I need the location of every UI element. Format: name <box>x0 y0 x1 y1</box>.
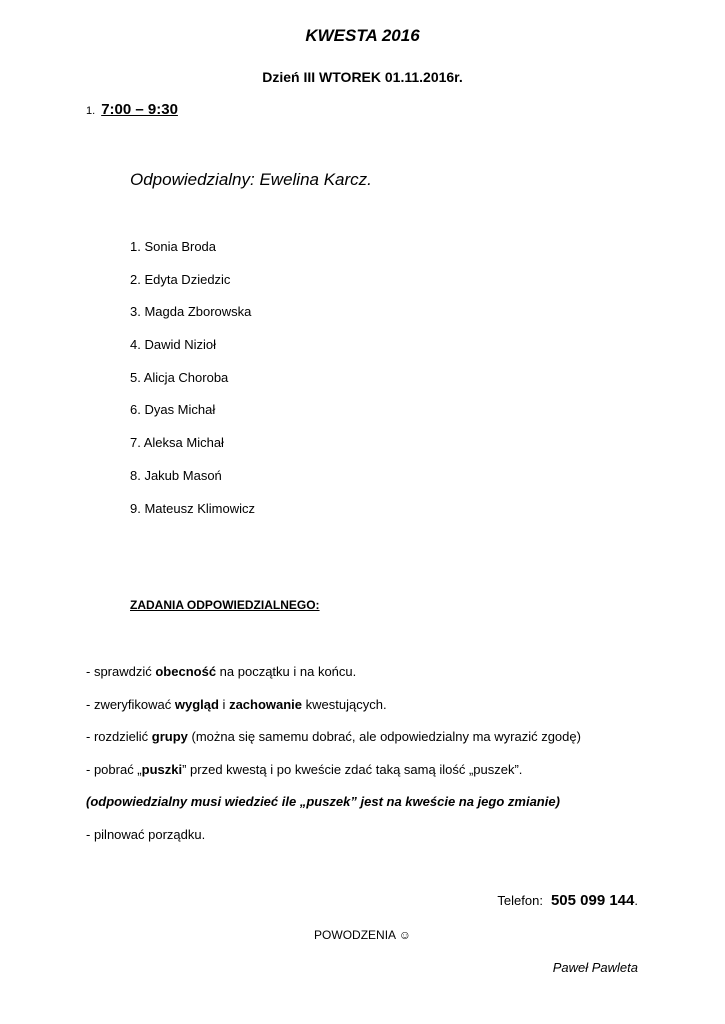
task-item: - pilnować porządku. <box>86 826 206 842</box>
task-text: - pobrać „ <box>86 761 142 777</box>
list-item: 8. Jakub Masoń <box>130 467 222 483</box>
task-keyword: zachowanie <box>229 696 303 712</box>
farewell-text: POWODZENIA ☺ <box>314 928 411 942</box>
task-item <box>86 760 581 793</box>
list-item: 5. Alicja Choroba <box>130 369 229 385</box>
members-list <box>130 237 255 531</box>
list-item: 4. Dawid Nizioł <box>130 337 216 353</box>
time-slot-number: 1. <box>86 105 96 117</box>
tasks-list <box>86 662 581 857</box>
phone-trail: . <box>634 893 638 908</box>
list-item: 2. Edyta Dziedzic <box>130 271 231 287</box>
list-item: 3. Magda Zborowska <box>130 304 252 320</box>
task-keyword: wygląd <box>174 696 219 712</box>
time-slot <box>86 101 178 119</box>
task-text: - zweryfikować <box>86 696 175 712</box>
task-text: kwestujących. <box>302 696 387 712</box>
task-keyword: obecność <box>155 664 217 679</box>
phone-number: 505 099 144 <box>550 892 635 909</box>
task-text: i <box>218 696 230 712</box>
task-item <box>86 727 581 760</box>
responsible-person: Odpowiedzialny: Ewelina Karcz. <box>130 170 372 189</box>
task-text: na początku i na końcu. <box>216 664 357 679</box>
document-subtitle: Dzień III WTOREK 01.11.2016r. <box>262 69 463 85</box>
signature: Paweł Pawleta <box>552 960 638 975</box>
task-note: (odpowiedzialny musi wiedzieć ile „puszek” jest na kweście na jego zmianie) <box>86 794 560 809</box>
list-item: 9. Mateusz Klimowicz <box>130 500 255 516</box>
list-item: 7. Aleksa Michał <box>130 435 224 451</box>
task-text: - rozdzielić <box>86 729 152 744</box>
time-slot-range: 7:00 – 9:30 <box>101 101 178 118</box>
task-keyword: puszki <box>141 761 183 777</box>
task-text: - sprawdzić <box>86 664 156 679</box>
list-item: 6. Dyas Michał <box>130 402 216 418</box>
tasks-heading: ZADANIA ODPOWIEDZIALNEGO: <box>130 598 320 612</box>
contact-phone <box>497 892 638 909</box>
phone-label: Telefon: <box>497 893 543 908</box>
task-item <box>86 695 581 728</box>
task-text: (można się samemu dobrać, ale odpowiedzialny ma wyrazić zgodę) <box>187 729 581 744</box>
document-title: KWESTA 2016 <box>305 26 420 45</box>
task-text: ” przed kwestą i po kweście zdać taką samą ilość „puszek”. <box>182 761 523 777</box>
task-keyword: grupy <box>151 729 188 744</box>
task-item <box>86 662 581 695</box>
list-item: 1. Sonia Broda <box>130 239 217 254</box>
